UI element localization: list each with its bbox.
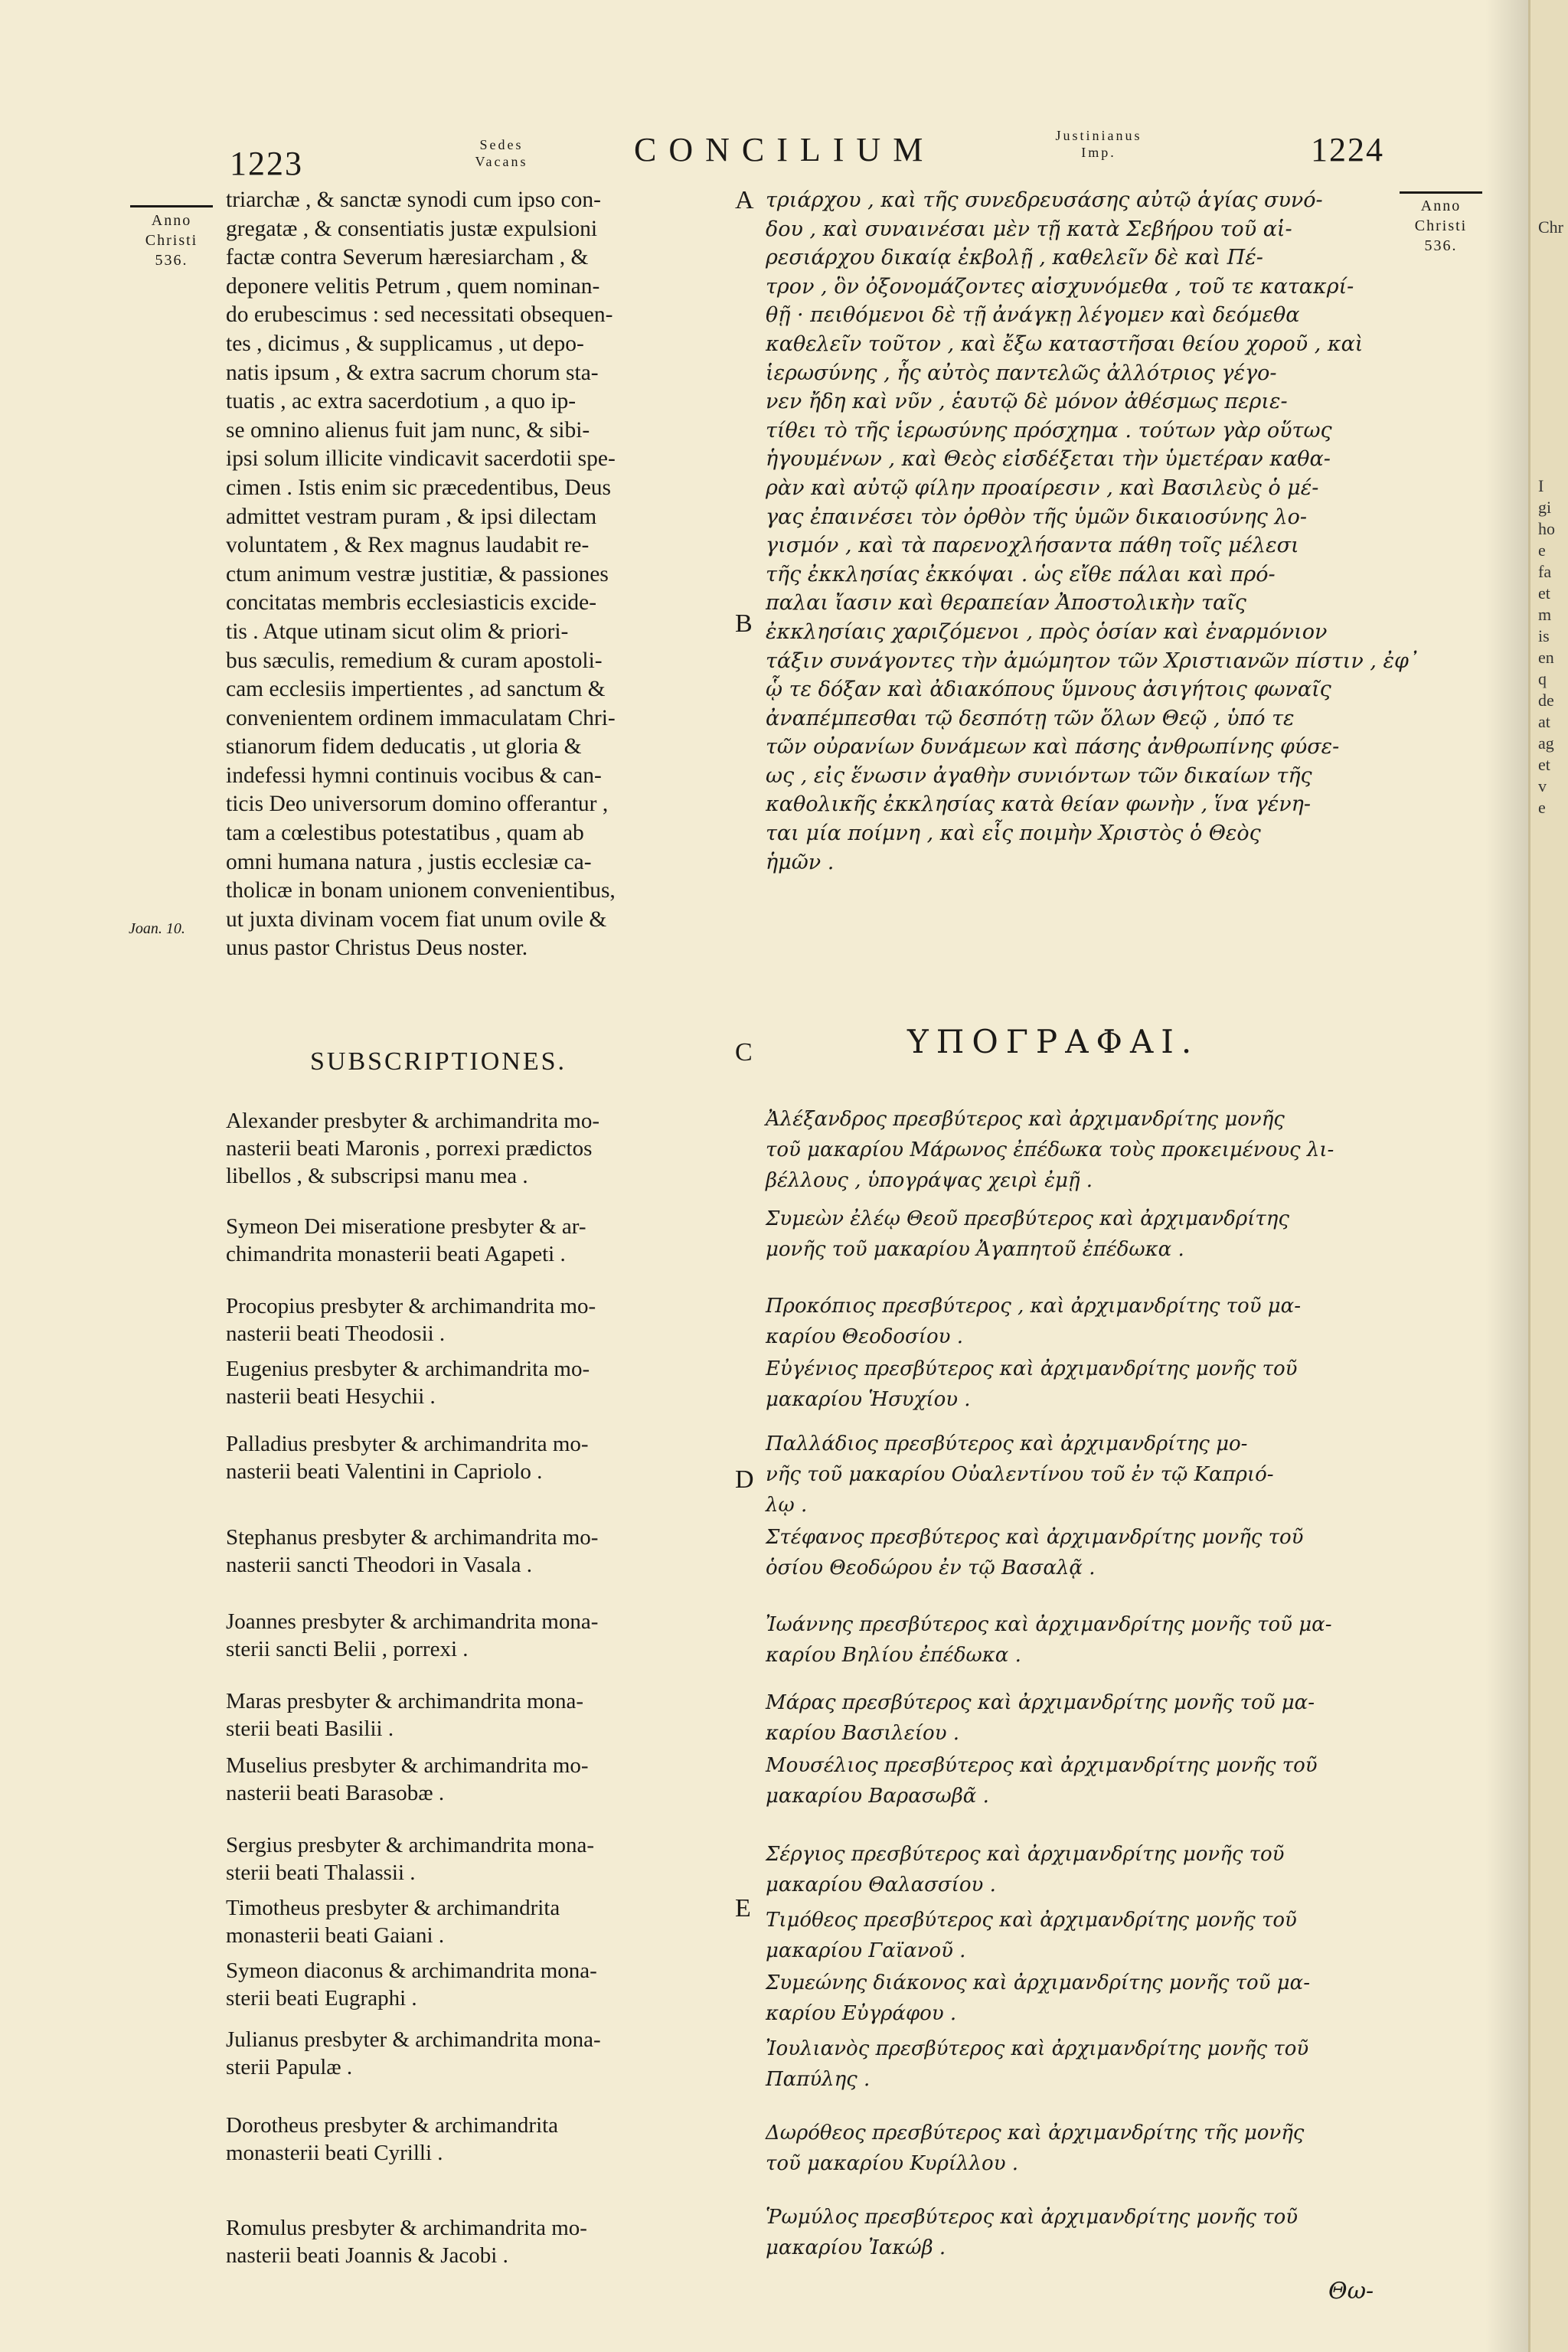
catchword: Θω-	[1328, 2278, 1374, 2305]
greek-line: δου , καὶ συναινέσαι μὲν τῇ κατὰ Σεβήρου τοῦ αἱ-	[766, 217, 1292, 241]
adjacent-fragment: q	[1538, 669, 1547, 688]
greek-subscription	[766, 1687, 1424, 1749]
subscription-line: μακαρίου Ἡσυχίου .	[766, 1388, 971, 1411]
subscription-line: Symeon Dei miseratione presbyter & ar-	[226, 1214, 586, 1239]
latin-line: tholicæ in bonam unionem convenientibus,	[226, 878, 616, 903]
greek-line: ἐκκλησίαις χαριζόμενοι , πρὸς ὁσίαν καὶ ἐναρμόνιον	[766, 619, 1328, 644]
latin-subscription	[226, 1831, 731, 1886]
greek-subscription	[766, 1750, 1424, 1811]
greek-line: ρεσιάρχου δικαίᾳ ἐκβολῇ , καθελεῖν δὲ καὶ Πέ-	[766, 246, 1263, 270]
greek-line: ως , εἰς ἕνωσιν ἀγαθὴν συνιόντων τῶν δικαίων τῆς	[766, 763, 1312, 788]
subscription-line: Ἰουλιανὸς πρεσβύτερος καὶ ἀρχιμανδρίτης μονῆς τοῦ	[766, 2037, 1309, 2060]
greek-line: ται μία ποίμνη , καὶ εἷς ποιμὴν Χριστὸς ὁ Θεὸς	[766, 822, 1261, 846]
subscription-line: ὁσίου Θεοδώρου ἐν τῷ Βασαλᾷ .	[766, 1557, 1096, 1579]
greek-line: ἱερωσύνης , ἧς αὐτὸς παντελῶς ἀλλότριος γέγο-	[766, 361, 1277, 385]
latin-line: cam ecclesiis impertientes , ad sanctum &	[226, 677, 606, 702]
adjacent-fragment: v	[1538, 776, 1547, 795]
latin-subscription	[226, 1107, 731, 1190]
adjacent-fragment: I	[1538, 476, 1544, 495]
latin-subscription	[226, 1608, 731, 1663]
subscription-line: nasterii beati Barasobæ .	[226, 1781, 445, 1805]
latin-subscription	[226, 1752, 731, 1807]
christi-word: Christi	[1414, 217, 1468, 234]
latin-line: ticis Deo universorum domino offerantur ,	[226, 792, 609, 817]
subscription-line: Muselius presbyter & archimandrita mo-	[226, 1753, 589, 1778]
adjacent-fragment: fa	[1538, 562, 1552, 581]
latin-text-column	[226, 186, 724, 963]
adjacent-fragment: e	[1538, 541, 1546, 560]
subscription-line: καρίου Εὐγράφου .	[766, 2002, 957, 2025]
adjacent-fragment: gi	[1538, 498, 1552, 517]
section-letter-e: E	[735, 1894, 751, 1922]
greek-line: ᾧ τε δόξαν καὶ ἀδιακόπους ὕμνους ἀσιγήτοις φωναῖς	[766, 678, 1331, 702]
subscription-line: καρίου Βασιλείου .	[766, 1722, 960, 1745]
latin-line: natis ipsum , & extra sacrum chorum sta-	[226, 360, 599, 385]
running-title: CONCILIUM	[634, 131, 936, 168]
subscription-line: sterii sancti Belii , porrexi .	[226, 1637, 469, 1661]
greek-line: ἡγουμένων , καὶ Θεὸς εἰσδέξεται τὴν ὑμετέραν καθα-	[766, 447, 1331, 472]
subscription-line: βέλλους , ὑπογράψας χειρὶ ἐμῇ .	[766, 1169, 1093, 1192]
subscription-line: Palladius presbyter & archimandrita mo-	[226, 1432, 589, 1456]
margin-rule-left	[130, 205, 213, 207]
subscription-line: μονῆς τοῦ μακαρίου Ἀγαπητοῦ ἐπέδωκα .	[766, 1238, 1184, 1261]
greek-line: τρον , ὃν ὀξονομάζοντες αἰσχυνόμεθα , τοῦ τε κατακρί-	[766, 274, 1354, 299]
subscription-line: Στέφανος πρεσβύτερος καὶ ἀρχιμανδρίτης μονῆς τοῦ	[766, 1526, 1304, 1549]
greek-line: γας ἐπαινέσει τὸν ὀρθὸν τῆς ὑμῶν δικαιοσύνης λο-	[766, 505, 1307, 529]
subscription-line: Παλλάδιος πρεσβύτερος καὶ ἀρχιμανδρίτης μο-	[766, 1432, 1248, 1455]
subscription-line: chimandrita monasterii beati Agapeti .	[226, 1242, 566, 1266]
year-number: 536.	[155, 252, 188, 269]
latin-line: omni humana natura , justis ecclesiæ ca-	[226, 849, 592, 874]
subscription-line: Procopius presbyter & archimandrita mo-	[226, 1294, 596, 1318]
subscription-line: sterii beati Basilii .	[226, 1717, 394, 1741]
latin-subscription	[226, 2026, 731, 2081]
latin-line: concitatas membris ecclesiasticis excide-	[226, 590, 597, 616]
subscription-line: Maras presbyter & archimandrita mona-	[226, 1689, 584, 1713]
latin-line: indefessi hymni continuis vocibus & can-	[226, 763, 602, 788]
greek-line: ἀναπέμπεσθαι τῷ δεσπότῃ τῶν ὅλων Θεῷ , ὑπό τε	[766, 706, 1295, 730]
greek-subscription	[766, 1291, 1424, 1352]
subscription-line: nasterii sancti Theodori in Vasala .	[226, 1553, 532, 1577]
adjacent-fragment: en	[1538, 648, 1554, 667]
latin-line: stianorum fidem deducatis , ut gloria &	[226, 734, 582, 760]
subscription-line: Συμεώνης διάκονος καὶ ἀρχιμανδρίτης μονῆς τοῦ μα-	[766, 1971, 1310, 1994]
greek-line: καθολικῆς ἐκκλησίας κατὰ θείαν φωνὴν , ἵνα γένη-	[766, 792, 1311, 817]
subscription-line: Μάρας πρεσβύτερος καὶ ἀρχιμανδρίτης μονῆς τοῦ μα-	[766, 1691, 1315, 1714]
subscription-line: Joannes presbyter & archimandrita mona-	[226, 1609, 599, 1634]
imp-line: Imp.	[1081, 145, 1116, 160]
subscription-line: Sergius presbyter & archimandrita mona-	[226, 1833, 595, 1857]
gutter-shadow	[1485, 0, 1528, 2352]
greek-subscription	[766, 1429, 1424, 1521]
year-number: 536.	[1424, 237, 1458, 254]
latin-subscription	[226, 1355, 731, 1410]
latin-line: gregatæ , & consentiatis justæ expulsioni	[226, 216, 598, 241]
subscription-line: μακαρίου Θαλασσίου .	[766, 1873, 996, 1896]
subscription-line: Eugenius presbyter & archimandrita mo-	[226, 1357, 590, 1381]
latin-line: tes , dicimus , & supplicamus , ut depo-	[226, 331, 584, 356]
latin-line: ut juxta divinam vocem fiat unum ovile &	[226, 906, 607, 932]
subscriptions-heading-greek: ΥΠΟΓΡΑΦΑΙ.	[907, 1023, 1200, 1060]
latin-line: deponere velitis Petrum , quem nominan-	[226, 273, 600, 299]
latin-line: ipsi solum illicite vindicavit sacerdotii spe-	[226, 446, 616, 472]
subscription-line: καρίου Θεοδοσίου .	[766, 1325, 963, 1348]
page-number-right: 1224	[1311, 131, 1384, 168]
greek-line: νεν ἤδη καὶ νῦν , ἑαυτῷ δὲ μόνον ἀθέσμως περιε-	[766, 390, 1288, 414]
margin-rule-right	[1400, 191, 1482, 194]
subscription-line: Δωρόθεος πρεσβύτερος καὶ ἀρχιμανδρίτης τῆς μονῆς	[766, 2122, 1305, 2145]
latin-subscription	[226, 1687, 731, 1743]
subscription-line: sterii beati Thalassii .	[226, 1860, 416, 1885]
latin-subscription	[226, 2112, 731, 2167]
subscription-line: τοῦ μακαρίου Κυρίλλου .	[766, 2152, 1019, 2175]
subscription-line: nasterii beati Hesychii .	[226, 1384, 436, 1409]
greek-text-column	[766, 186, 1419, 877]
greek-line: θῇ · πειθόμενοι δὲ τῇ ἀνάγκῃ λέγομεν καὶ δεόμεθα	[766, 303, 1300, 328]
subscription-line: Julianus presbyter & archimandrita mona-	[226, 2027, 601, 2052]
section-letter-b: B	[735, 609, 753, 638]
subscription-line: Ἰωάννης πρεσβύτερος καὶ ἀρχιμανδρίτης μονῆς τοῦ μα-	[766, 1613, 1332, 1636]
latin-line: factæ contra Severum hæresiarcham , &	[226, 245, 589, 270]
adjacent-fragment: et	[1538, 755, 1550, 774]
subscription-line: Timotheus presbyter & archimandrita	[226, 1896, 560, 1920]
latin-line: tis . Atque utinam sicut olim & priori-	[226, 619, 569, 644]
christi-word: Christi	[145, 232, 198, 249]
greek-subscription	[766, 2034, 1424, 2095]
sedes-vacans-label	[444, 136, 559, 170]
greek-subscription	[766, 1905, 1424, 1966]
subscription-line: libellos , & subscripsi manu mea .	[226, 1164, 528, 1188]
latin-line: ctum animum vestræ justitiæ, & passiones	[226, 561, 609, 586]
latin-line: cimen . Istis enim sic præcedentibus, Deus	[226, 475, 612, 500]
subscription-line: μακαρίου Γαϊανοῦ .	[766, 1939, 966, 1962]
latin-subscription	[226, 1213, 731, 1268]
emperor-label	[1026, 127, 1171, 161]
subscription-line: nasterii beati Maronis , porrexi prædictos	[226, 1136, 593, 1161]
adjacent-fragment: m	[1538, 605, 1552, 624]
adjacent-fragment: Chr	[1538, 217, 1563, 237]
subscription-line: Τιμόθεος πρεσβύτερος καὶ ἀρχιμανδρίτης μονῆς τοῦ	[766, 1909, 1297, 1932]
subscription-line: Ἀλέξανδρος πρεσβύτερος καὶ ἀρχιμανδρίτης μονῆς	[766, 1108, 1285, 1131]
adjacent-fragment: de	[1538, 691, 1554, 710]
subscription-line: nasterii beati Theodosii .	[226, 1321, 446, 1346]
section-letter-c: C	[735, 1038, 753, 1067]
section-letter-d: D	[735, 1465, 754, 1494]
subscription-line: Stephanus presbyter & archimandrita mo-	[226, 1525, 599, 1550]
anno-word: Anno	[1420, 198, 1462, 214]
subscription-line: monasterii beati Cyrilli .	[226, 2141, 443, 2165]
greek-line: τριάρχου , καὶ τῆς συνεδρευσάσης αὐτῷ ἁγίας συνό-	[766, 188, 1323, 212]
subscription-line: μακαρίου Βαρασωβᾶ .	[766, 1785, 989, 1808]
page-number-left: 1223	[230, 145, 303, 182]
subscription-line: νῆς τοῦ μακαρίου Οὐαλεντίνου τοῦ ἐν τῷ Καπριό-	[766, 1463, 1274, 1486]
subscription-line: Μουσέλιος πρεσβύτερος καὶ ἀρχιμανδρίτης μονῆς τοῦ	[766, 1754, 1318, 1777]
adjacent-fragment: e	[1538, 798, 1546, 817]
latin-line: do erubescimus : sed necessitati obsequen-	[226, 302, 613, 328]
greek-line: καθελεῖν τοῦτον , καὶ ἔξω καταστῆσαι θείου χοροῦ , καὶ	[766, 332, 1364, 356]
latin-line: convenientem ordinem immaculatam Chri-	[226, 705, 616, 730]
latin-line: se omnino alienus fuit jam nunc, & sibi-	[226, 417, 590, 443]
emperor-line: Justinianus	[1055, 128, 1142, 143]
subscription-line: Προκόπιος πρεσβύτερος , καὶ ἀρχιμανδρίτης τοῦ μα-	[766, 1295, 1302, 1318]
greek-line: γισμόν , καὶ τὰ παρενοχλήσαντα πάθη τοῖς μέλεσι	[766, 534, 1299, 558]
subscription-line: sterii Papulæ .	[226, 2055, 353, 2079]
subscription-line: Σέργιος πρεσβύτερος καὶ ἀρχιμανδρίτης μονῆς τοῦ	[766, 1843, 1285, 1866]
greek-subscription	[766, 1104, 1424, 1196]
subscription-line: Συμεὼν ἐλέῳ Θεοῦ πρεσβύτερος καὶ ἀρχιμανδρίτης	[766, 1207, 1289, 1230]
subscriptions-heading-latin: SUBSCRIPTIONES.	[310, 1047, 567, 1076]
latin-line: bus sæculis, remedium & curam apostoli-	[226, 648, 603, 673]
latin-line: admittet vestram puram , & ipsi dilectam	[226, 504, 597, 529]
adjacent-page-edge	[1528, 0, 1568, 2352]
latin-subscription	[226, 2214, 731, 2269]
section-letter-a: A	[735, 186, 754, 214]
anno-word: Anno	[151, 212, 192, 229]
scripture-reference: Joan. 10.	[129, 920, 185, 937]
greek-subscription	[766, 2118, 1424, 2179]
latin-subscription	[226, 1524, 731, 1579]
subscription-line: Symeon diaconus & archimandrita mona-	[226, 1958, 597, 1983]
adjacent-fragment: et	[1538, 583, 1550, 603]
subscription-line: Alexander presbyter & archimandrita mo-	[226, 1109, 599, 1133]
greek-line: παλαι ἴασιν καὶ θεραπείαν Ἀποστολικὴν ταῖς	[766, 591, 1246, 616]
subscription-line: nasterii beati Valentini in Capriolo .	[226, 1459, 543, 1484]
subscription-line: monasterii beati Gaiani .	[226, 1923, 445, 1948]
subscription-line: Εὐγένιος πρεσβύτερος καὶ ἀρχιμανδρίτης μονῆς τοῦ	[766, 1357, 1298, 1380]
anno-christi-left	[122, 211, 220, 270]
subscription-line: Dorotheus presbyter & archimandrita	[226, 2113, 559, 2138]
subscription-line: Παπύλης .	[766, 2068, 871, 2091]
adjacent-fragment: at	[1538, 712, 1550, 731]
subscription-line: καρίου Βηλίου ἐπέδωκα .	[766, 1644, 1021, 1667]
subscription-line: sterii beati Eugraphi .	[226, 1986, 417, 2011]
adjacent-fragment: ho	[1538, 519, 1555, 538]
latin-subscription	[226, 1957, 731, 2012]
greek-subscription	[766, 2202, 1424, 2263]
subscription-line: Ῥωμύλος πρεσβύτερος καὶ ἀρχιμανδρίτης μονῆς τοῦ	[766, 2206, 1298, 2229]
latin-subscription	[226, 1430, 731, 1485]
latin-line: voluntatem , & Rex magnus laudabit re-	[226, 533, 590, 558]
latin-line: tam a cœlestibus potestatibus , quam ab	[226, 821, 584, 846]
latin-line: triarchæ , & sanctæ synodi cum ipso con-	[226, 188, 601, 212]
subscription-line: τοῦ μακαρίου Μάρωνος ἐπέδωκα τοὺς προκειμένους λι-	[766, 1138, 1334, 1161]
greek-line: τίθει τὸ τῆς ἱερωσύνης πρόσχημα . τούτων γὰρ οὕτως	[766, 418, 1332, 443]
greek-subscription	[766, 1839, 1424, 1900]
greek-line: ἡμῶν .	[766, 850, 835, 874]
subscription-line: nasterii beati Joannis & Jacobi .	[226, 2243, 508, 2268]
greek-line: τῶν οὐρανίων δυνάμεων καὶ πάσης ἀνθρωπίνης φύσε-	[766, 735, 1340, 760]
greek-subscription	[766, 1522, 1424, 1583]
subscription-line: μακαρίου Ἰακώβ .	[766, 2236, 946, 2259]
vacans-line: Vacans	[475, 154, 528, 169]
subscription-line: λῳ .	[766, 1494, 808, 1517]
greek-line: τῆς ἐκκλησίας ἐκκόψαι . ὡς εἴθε πάλαι καὶ πρό-	[766, 562, 1276, 586]
greek-subscription	[766, 1354, 1424, 1415]
adjacent-fragment: is	[1538, 626, 1550, 645]
subscription-line: Romulus presbyter & archimandrita mo-	[226, 2216, 587, 2240]
greek-subscription	[766, 1204, 1424, 1265]
sedes-line: Sedes	[479, 137, 524, 152]
latin-line: unus pastor Christus Deus noster.	[226, 936, 528, 961]
latin-line: tuatis , ac extra sacerdotium , a quo ip-	[226, 389, 577, 414]
greek-subscription	[766, 1609, 1424, 1671]
greek-subscription	[766, 1968, 1424, 2029]
greek-line: τάξιν συνάγοντες τὴν ἀμώμητον τῶν Χριστιανῶν πίστιν , ἐφ᾽	[766, 648, 1419, 673]
latin-subscription	[226, 1292, 731, 1348]
adjacent-fragment: ag	[1538, 733, 1554, 753]
greek-line: ρὰν καὶ αὐτῷ φίλην προαίρεσιν , καὶ Βασιλεὺς ὁ μέ-	[766, 475, 1319, 500]
latin-subscription	[226, 1894, 731, 1949]
